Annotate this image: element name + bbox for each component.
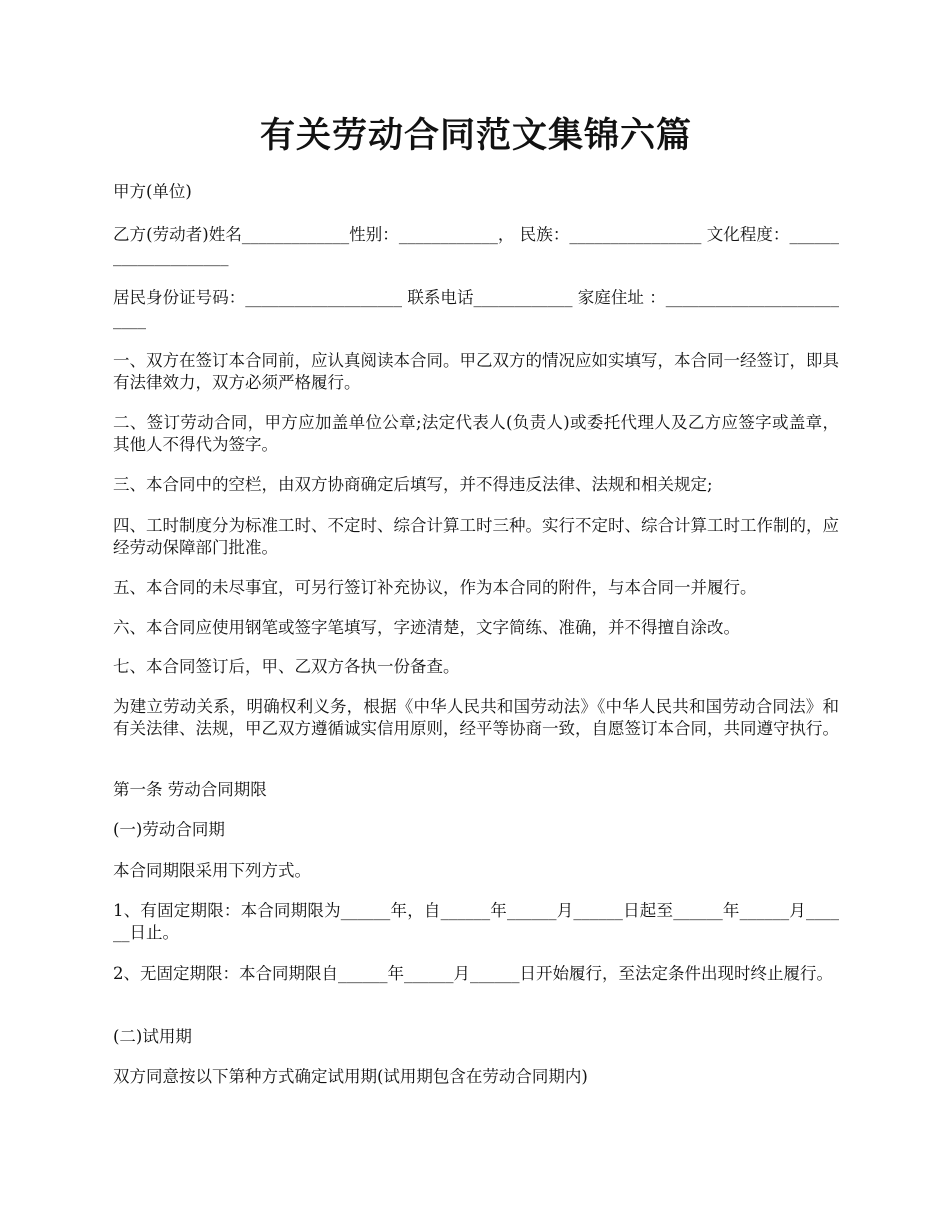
id-contact-info: 居民身份证号码：___________________ 联系电话____________ 家庭住址 ：_________________________	[113, 288, 839, 329]
party-a-line: 甲方(单位)	[113, 182, 192, 201]
section-probation: (二)试用期	[113, 1027, 192, 1046]
clause-4: 四、工时制度分为标准工时、不定时、综合计算工时三种。实行不定时、综合计算工时工作制的，应经劳动保障部门批准。	[113, 516, 839, 557]
preamble: 为建立劳动关系，明确权利义务，根据《中华人民共和国劳动法》《中华人民共和国劳动合同法》和有关法律、法规，甲乙双方遵循诚实信用原则，经平等协商一致，自愿签订本合同，共同遵守执行。	[113, 697, 839, 738]
open-term-option: 2、无固定期限：本合同期限自______年______月______日开始履行，至法定条件出现时终止履行。	[113, 964, 833, 983]
party-b-info: 乙方(劳动者)姓名_____________性别：____________， 民族：________________ 文化程度：____________________	[113, 225, 839, 266]
clause-7: 七、本合同签订后，甲、乙双方各执一份备查。	[113, 657, 460, 676]
clause-3: 三、本合同中的空栏，由双方协商确定后填写，并不得违反法律、法规和相关规定;	[113, 475, 713, 494]
clause-1: 一、双方在签订本合同前，应认真阅读本合同。甲乙双方的情况应如实填写，本合同一经签订，即具有法律效力，双方必须严格履行。	[113, 351, 839, 392]
clause-6: 六、本合同应使用钢笔或签字笔填写，字迹清楚，文字简练、准确，并不得擅自涂改。	[113, 618, 740, 637]
section-contract-term: (一)劳动合同期	[113, 820, 225, 839]
term-method: 本合同期限采用下列方式。	[113, 861, 311, 880]
article-1-heading: 第一条 劳动合同期限	[113, 780, 267, 799]
clause-2: 二、签订劳动合同，甲方应加盖单位公章;法定代表人(负责人)或委托代理人及乙方应签字或盖章，其他人不得代为签字。	[113, 413, 839, 454]
document-title: 有关劳动合同范文集锦六篇	[259, 115, 692, 156]
clause-5: 五、本合同的未尽事宜，可另行签订补充协议，作为本合同的附件，与本合同一并履行。	[113, 578, 757, 597]
fixed-term-option: 1、有固定期限：本合同期限为______年，自______年______月______日起至______年______月______日止。	[113, 901, 839, 942]
probation-method: 双方同意按以下第种方式确定试用期(试用期包含在劳动合同期内)	[113, 1067, 588, 1086]
